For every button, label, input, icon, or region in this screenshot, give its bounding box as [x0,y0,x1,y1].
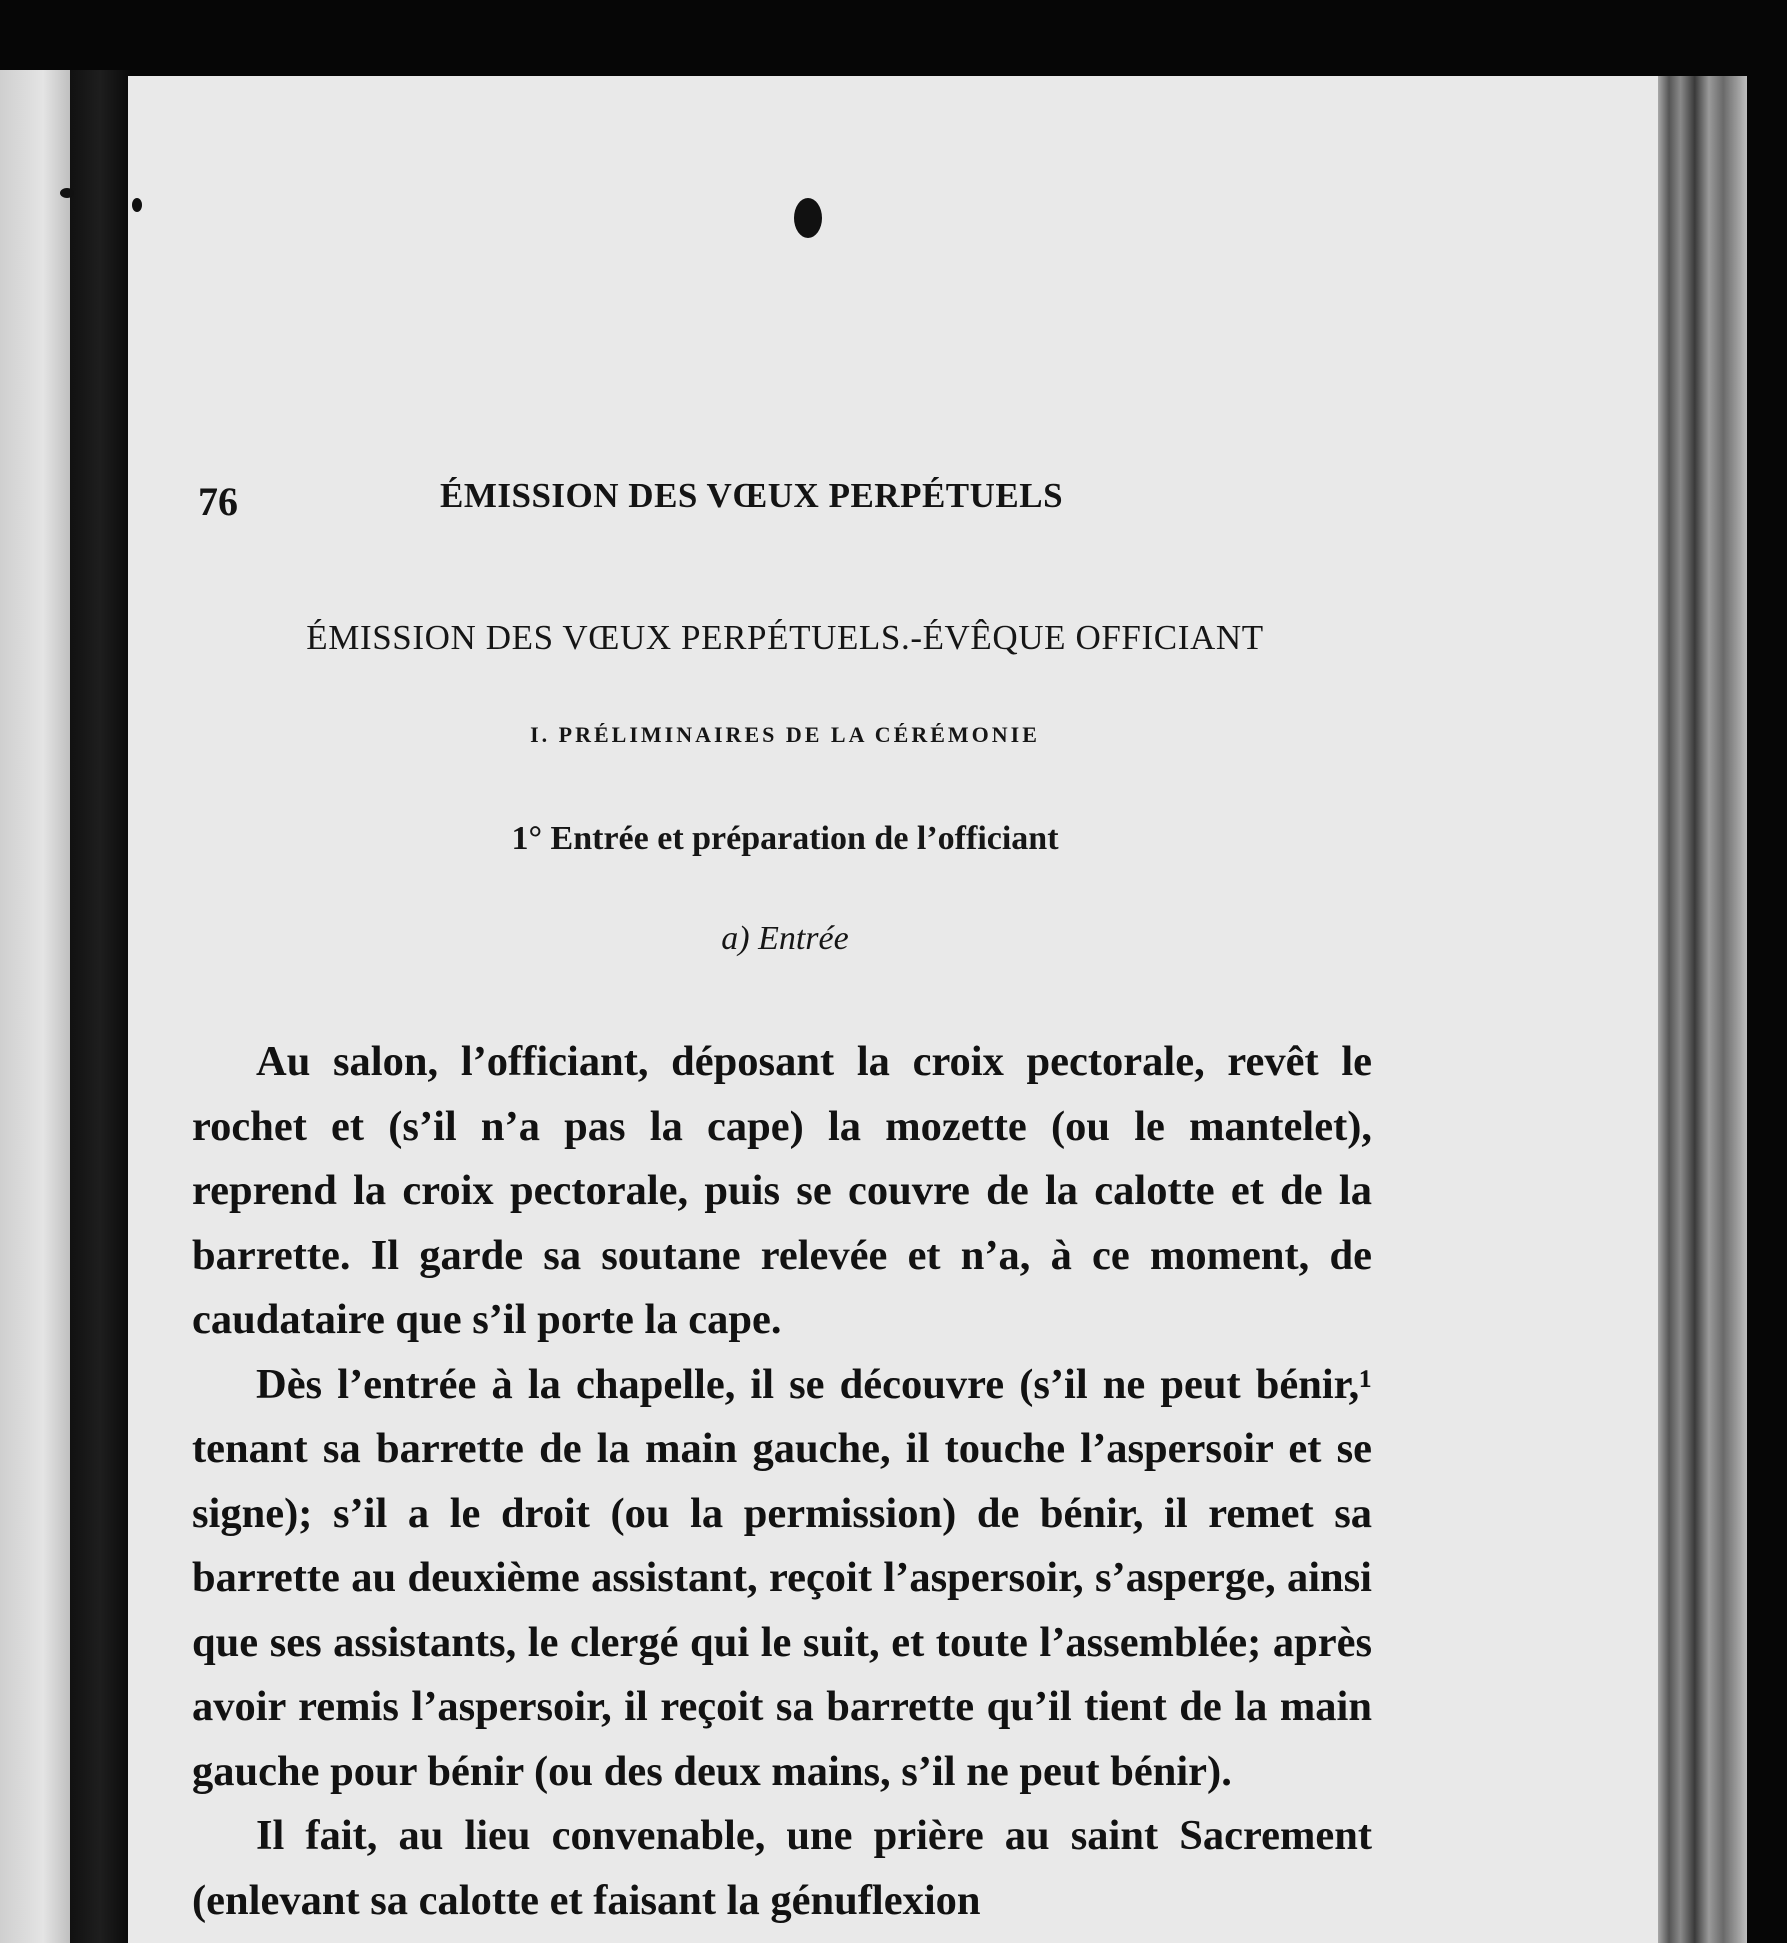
book-binding [70,70,130,1943]
subsub-heading: a) Entrée [721,920,849,957]
left-page-edge [0,70,72,1943]
subsection-heading: 1° Entrée et préparation de l’officiant [511,820,1059,857]
section-heading: I. PRÉLIMINAIRES DE LA CÉRÉMONIE [530,722,1040,747]
ink-spot [794,198,822,238]
page-number: 76 [198,479,238,524]
binding-speck [132,198,142,212]
paragraph: Dès l’entrée à la chapelle, il se découvre (s’il ne peut bénir,¹ tenant sa barrette de la main gauche, il touche l’aspersoir et se signe); s’il a le droit (ou la permission) de bénir, il remet sa barrette au deuxième assistant, reçoit l’aspersoir, s’asperge, ainsi que ses assistants, le clergé qui le suit, et toute l’assemblée; après avoir remis l’aspersoir, il reçoit sa barrette qu’il tient de la main gauche pour bénir (ou des deux mains, s’il ne peut bénir). [192,1360,1372,1795]
chapter-title: ÉMISSION DES VŒUX PERPÉTUELS.-ÉVÊQUE OFFICIANT [306,618,1264,657]
binding-speck [60,188,74,198]
body-text [192,1030,1372,1933]
right-page-stack [1652,76,1747,1943]
paragraph: Il fait, au lieu convenable, une prière au saint Sacrement (enlevant sa calotte et faisant la génuflexion [192,1812,1372,1924]
running-title: ÉMISSION DES VŒUX PERPÉTUELS [440,476,1064,515]
paragraph: Au salon, l’officiant, déposant la croix pectorale, revêt le rochet et (s’il n’a pas la cape) la mozette (ou le mantelet), reprend la croix pectorale, puis se couvre de la calotte et de la barrette. Il garde sa soutane relevée et n’a, à ce moment, de caudataire que s’il porte la cape. [192,1038,1372,1343]
